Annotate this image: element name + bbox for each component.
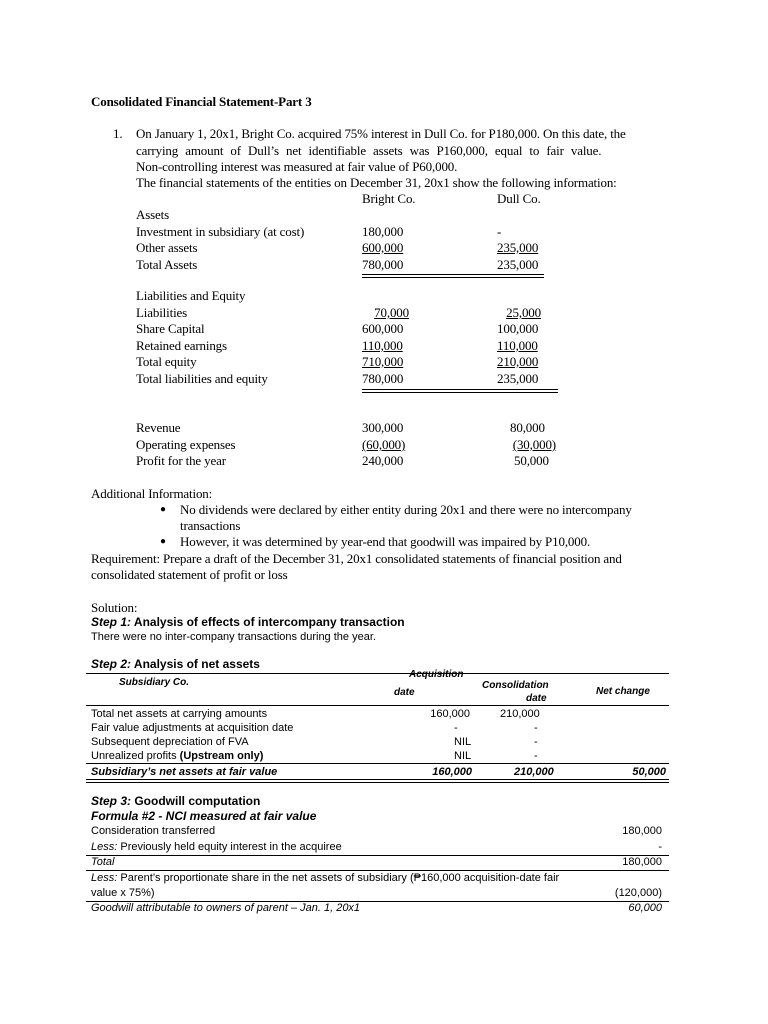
col-subsidiary: Subsidiary Co. <box>119 677 190 688</box>
step2-title: Analysis of net assets <box>131 657 260 671</box>
row-label: Revenue <box>136 420 181 435</box>
step3-row-label: Consideration transferred <box>91 825 216 837</box>
row-label: Investment in subsidiary (at cost) <box>136 224 305 239</box>
acq-value: NIL <box>454 736 472 748</box>
bright-value: 300,000 <box>362 420 404 435</box>
row-label: Total Assets <box>136 257 198 272</box>
col-consolidation-date: date <box>526 693 547 704</box>
col-consolidation: Consolidation <box>482 680 549 691</box>
dull-value: 235,000 <box>497 371 539 386</box>
goodwill-value: 60,000 <box>628 902 662 914</box>
net-total: 50,000 <box>632 766 666 778</box>
bright-value: 600,000 <box>362 240 404 255</box>
row-label: Retained earnings <box>136 338 227 353</box>
step3-row-label <box>91 840 342 854</box>
bullet-icon: ● <box>160 504 167 515</box>
step2-row-label <box>91 749 263 763</box>
rule <box>86 855 669 856</box>
requirement-line1: Requirement: Prepare a draft of the December 31, 20x1 consolidated statements of financial position and <box>91 551 622 566</box>
step1-text: There were no inter-company transactions during the year. <box>91 631 376 643</box>
problem-line-1: On January 1, 20x1, Bright Co. acquired 75% interest in Dull Co. for P180,000. On this date, the <box>136 126 626 141</box>
row-label: Total liabilities and equity <box>136 371 268 386</box>
bullet2-text: However, it was determined by year-end that goodwill was impaired by P10,000. <box>180 534 591 549</box>
step1-heading <box>91 615 405 630</box>
bullet1-line2: transactions <box>180 518 241 533</box>
row-label: Profit for the year <box>136 453 226 468</box>
bullet-icon: ● <box>160 536 167 547</box>
dull-value: 25,000 <box>506 305 541 320</box>
col-acquisition-date: date <box>394 687 415 698</box>
le-heading: Liabilities and Equity <box>136 288 246 303</box>
bright-value: 600,000 <box>362 321 404 336</box>
step2-heading <box>91 657 260 672</box>
double-underline <box>362 389 558 393</box>
acq-total: 160,000 <box>432 766 472 778</box>
step3-value: 180,000 <box>622 856 662 868</box>
less-label: Less: <box>91 872 118 884</box>
total-label: Total <box>91 856 115 868</box>
acq-value: 160,000 <box>430 708 470 720</box>
goodwill-label: Goodwill attributable to owners of parent – Jan. 1, 20x1 <box>91 902 361 914</box>
upstream-label: (Upstream only) <box>179 750 264 762</box>
bullet1-line1: No dividends were declared by either entity during 20x1 and there were no intercompany <box>180 502 632 517</box>
con-value: - <box>534 722 538 734</box>
requirement-line2: consolidated statement of profit or loss <box>91 567 288 582</box>
col-acquisition: Acquisition <box>409 669 464 680</box>
bright-value: 710,000 <box>362 354 404 369</box>
row-label: Total equity <box>136 354 197 369</box>
step3-value: - <box>658 841 662 853</box>
dull-value: 80,000 <box>510 420 545 435</box>
problem-line-2: carrying amount of Dull’s net identifiable assets was P160,000, equal to fair value. <box>136 143 602 158</box>
header-rule <box>86 705 669 706</box>
step2-row-label: Subsequent depreciation of FVA <box>91 736 249 748</box>
bright-value: 240,000 <box>362 453 404 468</box>
step1-title: Analysis of effects of intercompany transaction <box>131 615 405 629</box>
step1-prefix: Step 1: <box>91 615 132 629</box>
acq-value: - <box>454 722 458 734</box>
additional-heading: Additional Information: <box>91 486 213 501</box>
row-label: Operating expenses <box>136 437 236 452</box>
col-net-change: Net change <box>596 686 650 697</box>
step3-value: (120,000) <box>614 887 662 899</box>
bright-value: 780,000 <box>362 257 404 272</box>
col-header-bright: Bright Co. <box>362 191 416 206</box>
bright-value: 70,000 <box>374 305 409 320</box>
dull-value: 235,000 <box>497 240 539 255</box>
row-label: Liabilities <box>136 305 188 320</box>
problem-line-4: The financial statements of the entities on December 31, 20x1 show the following information: <box>136 175 617 190</box>
step2-prefix: Step 2: <box>91 657 132 671</box>
step3-prefix: Step 3: <box>91 794 132 808</box>
dull-value: 210,000 <box>497 354 539 369</box>
con-value: - <box>534 736 538 748</box>
row-label: Share Capital <box>136 321 205 336</box>
total-double-rule <box>86 779 669 783</box>
step2-row-label: Fair value adjustments at acquisition date <box>91 722 294 734</box>
bright-value: 110,000 <box>362 338 403 353</box>
step3-total-label <box>91 855 114 869</box>
previously-held-label: Previously held equity interest in the acquiree <box>117 841 342 853</box>
problem-line-3: Non-controlling interest was measured at fair value of P60,000. <box>136 159 458 174</box>
step3-less-line2: value x 75%) <box>91 887 155 899</box>
step3-title: Goodwill computation <box>131 794 261 808</box>
total-top-rule <box>86 763 669 764</box>
step2-total-label: Subsidiary’s net assets at fair value <box>91 766 278 778</box>
bright-value: (60,000) <box>362 437 406 452</box>
step3-heading <box>91 794 260 809</box>
row-label: Other assets <box>136 240 198 255</box>
double-underline <box>362 274 544 278</box>
dull-value: - <box>497 224 502 239</box>
acq-value: NIL <box>454 750 472 762</box>
table-top-rule <box>86 673 669 674</box>
con-value: - <box>534 750 538 762</box>
step2-row-label: Total net assets at carrying amounts <box>91 708 268 720</box>
col-header-dull: Dull Co. <box>497 191 541 206</box>
dull-value: 50,000 <box>514 453 549 468</box>
con-total: 210,000 <box>514 766 554 778</box>
unrealized-label: Unrealized profits <box>91 750 180 762</box>
dull-value: 235,000 <box>497 257 539 272</box>
con-value: 210,000 <box>500 708 540 720</box>
step3-less-line1 <box>91 871 559 885</box>
parent-share-text: Parent’s proportionate share in the net assets of subsidiary (₱160,000 acquisition-date fair <box>120 872 560 884</box>
assets-heading: Assets <box>136 207 170 222</box>
page-title: Consolidated Financial Statement-Part 3 <box>91 94 312 109</box>
dull-value: 100,000 <box>497 321 539 336</box>
step3-subheading: Formula #2 - NCI measured at fair value <box>91 809 317 823</box>
less-label: Less: <box>91 841 118 853</box>
problem-number: 1. <box>113 126 123 141</box>
bright-value: 780,000 <box>362 371 404 386</box>
solution-heading: Solution: <box>91 600 138 615</box>
bright-value: 180,000 <box>362 224 404 239</box>
dull-value: (30,000) <box>512 437 556 452</box>
dull-value: 110,000 <box>497 338 538 353</box>
step3-value: 180,000 <box>622 825 662 837</box>
